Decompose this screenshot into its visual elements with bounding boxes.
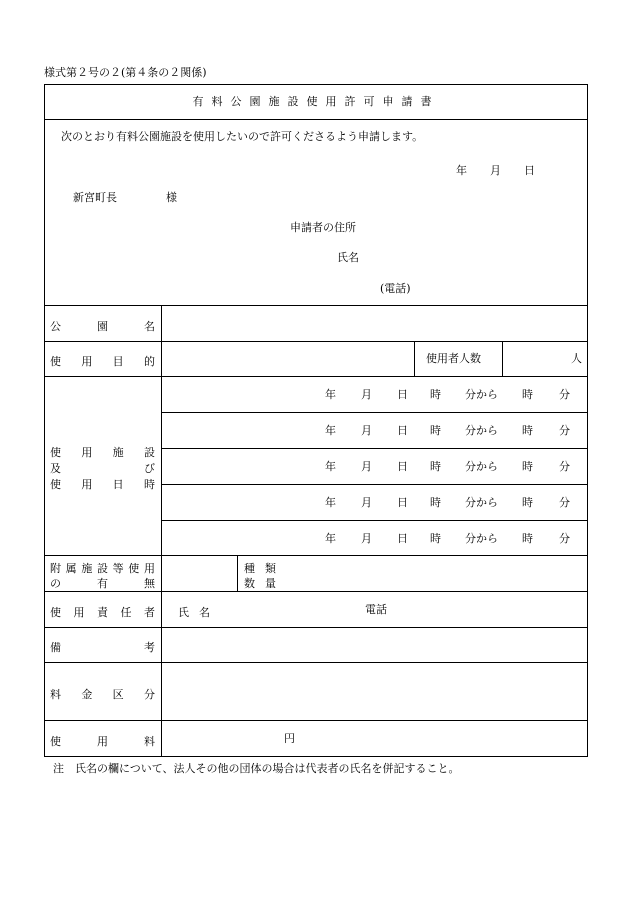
label-char: 考 bbox=[144, 641, 155, 654]
people-count-label: 使用者人数 bbox=[426, 352, 481, 365]
fee-unit: 円 bbox=[284, 732, 295, 745]
application-form bbox=[44, 84, 588, 757]
label-char: の bbox=[50, 577, 61, 590]
label-char: 量 bbox=[265, 577, 276, 590]
addressee-name: 新宮町長 bbox=[73, 191, 117, 204]
label-char: 設 bbox=[96, 562, 108, 575]
label-char: 氏 bbox=[178, 606, 189, 619]
footnote: 注 氏名の欄について、法人その他の団体の場合は代表者の氏名を併記すること。 bbox=[53, 762, 460, 775]
slot-1-day: 日 bbox=[397, 388, 408, 401]
slot-5-day: 日 bbox=[397, 532, 408, 545]
label-char: 名 bbox=[144, 320, 155, 333]
slot-4-minute-from: 分から bbox=[465, 496, 498, 509]
attached-qty-label bbox=[244, 575, 276, 591]
slot-2-month: 月 bbox=[361, 424, 372, 437]
responsible-label bbox=[50, 604, 155, 620]
remarks-label bbox=[50, 639, 155, 655]
slot-3-month: 月 bbox=[361, 460, 372, 473]
slot-5-hour-to: 時 bbox=[522, 532, 533, 545]
label-char: 類 bbox=[265, 562, 276, 575]
label-char: び bbox=[144, 462, 155, 475]
slot-3-day: 日 bbox=[397, 460, 408, 473]
rule-people-right bbox=[502, 341, 503, 376]
rule-title-bottom bbox=[44, 119, 588, 120]
attached-kind-label bbox=[244, 560, 276, 576]
rule-people-left bbox=[414, 341, 415, 376]
rule-remarks-bottom bbox=[44, 662, 588, 663]
responsible-name-label bbox=[178, 604, 210, 620]
rule-attached-bottom bbox=[44, 591, 588, 592]
label-char: 施 bbox=[112, 446, 124, 459]
label-char: 公 bbox=[50, 320, 61, 333]
facility-label-line1 bbox=[50, 444, 155, 460]
fee-class-label bbox=[50, 686, 155, 702]
responsible-phone-label: 電話 bbox=[365, 603, 387, 616]
label-char: 料 bbox=[144, 735, 155, 748]
slot-3-hour-to: 時 bbox=[522, 460, 533, 473]
slot-2-hour-to: 時 bbox=[522, 424, 533, 437]
applicant-address-label: 申請者の住所 bbox=[290, 221, 356, 234]
slot-5-month: 月 bbox=[361, 532, 372, 545]
label-char: 料 bbox=[50, 688, 61, 701]
rule-purpose-bottom bbox=[44, 376, 588, 377]
label-char: 附 bbox=[50, 562, 61, 575]
label-char: 等 bbox=[112, 562, 124, 575]
slot-4-minute-to: 分 bbox=[559, 496, 570, 509]
label-char: 用 bbox=[81, 446, 93, 459]
purpose-label bbox=[50, 353, 155, 369]
date-year: 年 bbox=[456, 164, 467, 177]
rule-datetime-bottom bbox=[44, 555, 588, 556]
label-char: 日 bbox=[112, 478, 124, 491]
label-char: 時 bbox=[143, 478, 155, 491]
rule-slot-1 bbox=[161, 412, 588, 413]
label-char: 用 bbox=[73, 606, 85, 619]
slot-1-minute-from: 分から bbox=[465, 388, 498, 401]
rule-park-bottom bbox=[44, 341, 588, 342]
slot-5-minute-to: 分 bbox=[559, 532, 570, 545]
date-day: 日 bbox=[524, 164, 535, 177]
form-title: 有料公園施設使用許可申請書 bbox=[192, 95, 440, 108]
label-char: 使 bbox=[128, 562, 140, 575]
label-char: 使 bbox=[50, 478, 61, 491]
label-char: 数 bbox=[244, 577, 255, 590]
date-month: 月 bbox=[490, 164, 501, 177]
attached-label-line2 bbox=[50, 575, 155, 591]
slot-4-month: 月 bbox=[361, 496, 372, 509]
slot-2-minute-to: 分 bbox=[559, 424, 570, 437]
rule-slot-4 bbox=[161, 520, 588, 521]
label-char: 任 bbox=[120, 606, 132, 619]
label-char: 園 bbox=[97, 320, 108, 333]
slot-4-hour: 時 bbox=[430, 496, 441, 509]
attached-label-line1 bbox=[50, 560, 155, 576]
rule-slot-3 bbox=[161, 484, 588, 485]
slot-4-day: 日 bbox=[397, 496, 408, 509]
facility-label-line3 bbox=[50, 476, 155, 492]
slot-1-year: 年 bbox=[325, 388, 336, 401]
label-char: 目 bbox=[112, 355, 124, 368]
slot-1-hour: 時 bbox=[430, 388, 441, 401]
label-char: 区 bbox=[112, 688, 124, 701]
label-char: 有 bbox=[97, 577, 108, 590]
fee-label bbox=[50, 733, 155, 749]
slot-4-year: 年 bbox=[325, 496, 336, 509]
slot-1-hour-to: 時 bbox=[522, 388, 533, 401]
label-char: 用 bbox=[143, 562, 155, 575]
rule-intro-bottom bbox=[44, 305, 588, 306]
slot-3-hour: 時 bbox=[430, 460, 441, 473]
label-char: 的 bbox=[143, 355, 155, 368]
label-char: 設 bbox=[143, 446, 155, 459]
slot-5-hour: 時 bbox=[430, 532, 441, 545]
slot-3-minute-from: 分から bbox=[465, 460, 498, 473]
slot-2-minute-from: 分から bbox=[465, 424, 498, 437]
application-date bbox=[456, 162, 535, 178]
intro-text: 次のとおり有料公園施設を使用したいので許可くださるよう申請します。 bbox=[61, 130, 424, 143]
rule-slot-2 bbox=[161, 448, 588, 449]
label-char: 者 bbox=[144, 606, 155, 619]
addressee-honorific: 様 bbox=[166, 191, 177, 204]
label-char: 備 bbox=[50, 641, 61, 654]
label-char: 使 bbox=[50, 355, 61, 368]
people-unit: 人 bbox=[571, 352, 582, 365]
label-char: 分 bbox=[143, 688, 155, 701]
label-char: 用 bbox=[81, 355, 93, 368]
label-char: 種 bbox=[244, 562, 255, 575]
slot-1-month: 月 bbox=[361, 388, 372, 401]
label-char: 責 bbox=[97, 606, 108, 619]
applicant-name-label: 氏名 bbox=[337, 251, 359, 264]
facility-label-line2 bbox=[50, 460, 155, 476]
label-char: 使 bbox=[50, 606, 61, 619]
label-char: 用 bbox=[81, 478, 93, 491]
label-char: 用 bbox=[97, 735, 108, 748]
slot-1-minute-to: 分 bbox=[559, 388, 570, 401]
park-name-label bbox=[50, 318, 155, 334]
rule-feeclass-bottom bbox=[44, 720, 588, 721]
slot-5-minute-from: 分から bbox=[465, 532, 498, 545]
slot-2-hour: 時 bbox=[430, 424, 441, 437]
label-char: 使 bbox=[50, 735, 61, 748]
slot-4-hour-to: 時 bbox=[522, 496, 533, 509]
slot-3-year: 年 bbox=[325, 460, 336, 473]
slot-2-year: 年 bbox=[325, 424, 336, 437]
label-char: 属 bbox=[65, 562, 77, 575]
rule-attached-divider bbox=[237, 555, 238, 591]
label-char: 名 bbox=[199, 606, 210, 619]
label-char: 金 bbox=[81, 688, 93, 701]
label-char: 使 bbox=[50, 446, 61, 459]
rule-label-column bbox=[161, 305, 162, 757]
slot-2-day: 日 bbox=[397, 424, 408, 437]
applicant-phone-label: (電話) bbox=[380, 282, 411, 295]
rule-responsible-bottom bbox=[44, 627, 588, 628]
form-number: 様式第２号の２(第４条の２関係) bbox=[44, 66, 207, 79]
label-char: 無 bbox=[144, 577, 155, 590]
label-char: 及 bbox=[50, 462, 61, 475]
slot-3-minute-to: 分 bbox=[559, 460, 570, 473]
slot-5-year: 年 bbox=[325, 532, 336, 545]
label-char: 施 bbox=[81, 562, 93, 575]
